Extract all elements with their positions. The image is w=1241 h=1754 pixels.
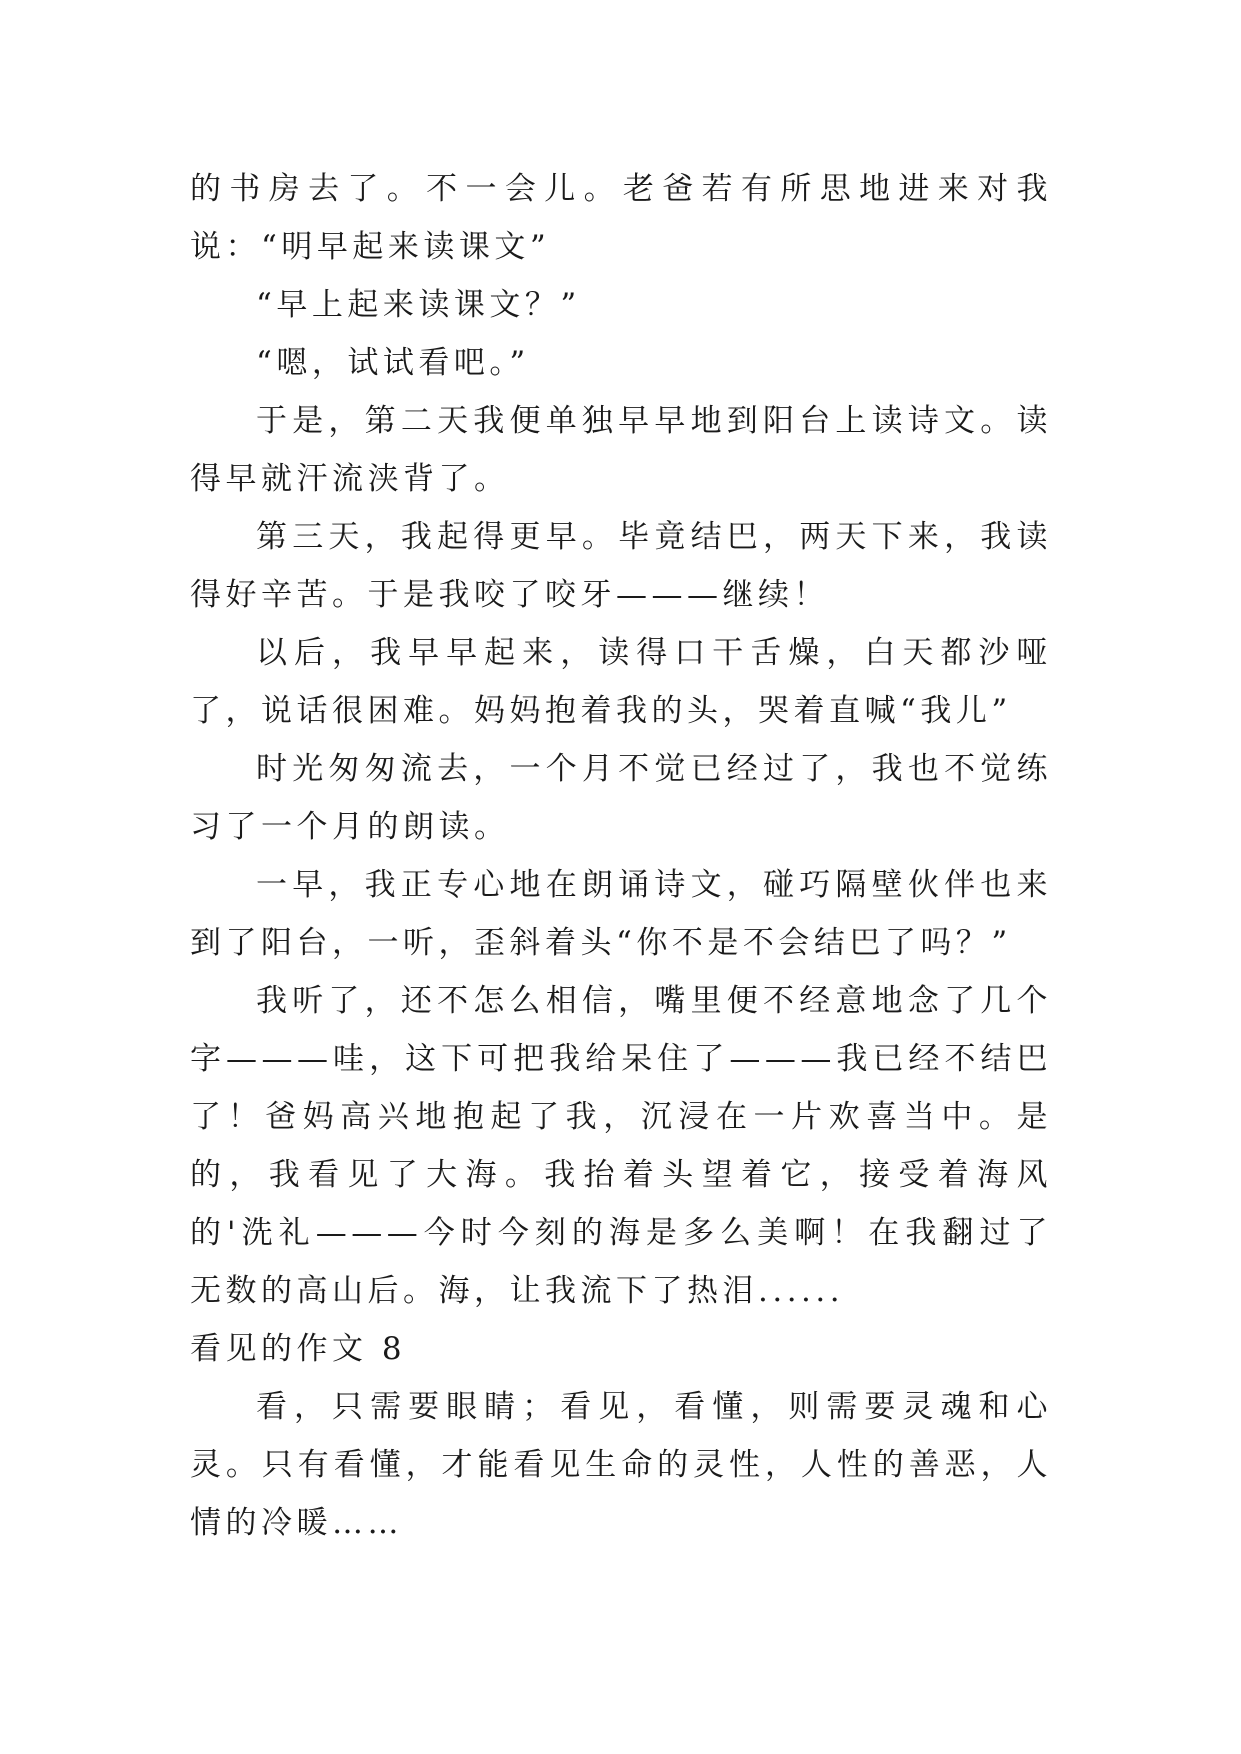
paragraph: 的书房去了。不一会儿。老爸若有所思地进来对我说：“明早起来读课文” — [190, 171, 1052, 265]
paragraph: “嗯，试试看吧。” — [256, 345, 530, 381]
paragraph: “早上起来读课文？” — [256, 287, 581, 323]
paragraph: 于是，第二天我便单独早早地到阳台上读诗文。读得早就汗流浃背了。 — [190, 403, 1052, 497]
paragraph: 我听了，还不怎么相信，嘴里便不经意地念了几个字———哇，这下可把我给呆住了———我已经不结巴了！爸妈高兴地抱起了我，沉浸在一片欢喜当中。是的，我看见了大海。我抬着头望着它，接受着海风的'洗礼———今时今刻的海是多么美啊！在我翻过了无数的高山后。海，让我流下了热泪...... — [190, 983, 1052, 1309]
paragraph: 以后，我早早起来，读得口干舌燥，白天都沙哑了，说话很困难。妈妈抱着我的头，哭着直喊“我儿” — [190, 635, 1052, 729]
paragraph: 第三天，我起得更早。毕竟结巴，两天下来，我读得好辛苦。于是我咬了咬牙———继续！ — [190, 519, 1052, 613]
paragraph: 时光匆匆流去，一个月不觉已经过了，我也不觉练习了一个月的朗读。 — [190, 751, 1052, 845]
paragraph: 一早，我正专心地在朗诵诗文，碰巧隔壁伙伴也来到了阳台，一听，歪斜着头“你不是不会结巴了吗？” — [190, 867, 1052, 961]
section-title: 看见的作文 8 — [190, 1331, 407, 1367]
paragraph: 看，只需要眼睛；看见，看懂，则需要灵魂和心灵。只有看懂，才能看见生命的灵性，人性的善恶，人情的冷暖…… — [190, 1389, 1052, 1541]
document-page — [190, 160, 1052, 1552]
